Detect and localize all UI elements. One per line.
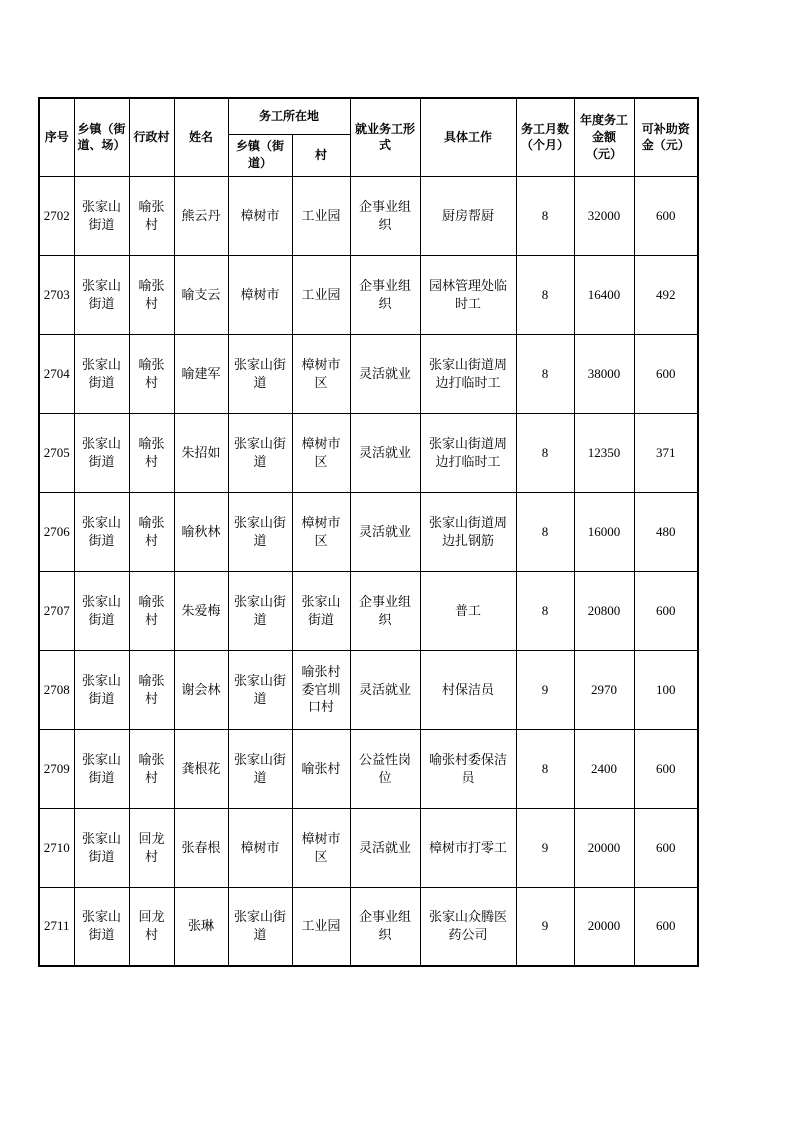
cell-admin-village: 喻张村 [129, 650, 174, 729]
cell-work-village: 樟树市区 [292, 334, 350, 413]
cell-work-village: 樟树市区 [292, 413, 350, 492]
cell-annual-amount: 12350 [574, 413, 634, 492]
cell-work-township: 张家山街道 [228, 729, 292, 808]
cell-township: 张家山街道 [74, 887, 129, 966]
cell-job: 村保洁员 [420, 650, 516, 729]
cell-index: 2709 [39, 729, 74, 808]
cell-township: 张家山街道 [74, 334, 129, 413]
cell-employment-form: 灵活就业 [350, 650, 420, 729]
cell-name: 朱招如 [174, 413, 228, 492]
cell-employment-form: 企事业组织 [350, 887, 420, 966]
cell-employment-form: 灵活就业 [350, 413, 420, 492]
cell-township: 张家山街道 [74, 571, 129, 650]
table-row [39, 255, 698, 334]
header-employment-form: 就业务工形式 [350, 98, 420, 176]
cell-subsidy: 600 [634, 887, 698, 966]
cell-index: 2711 [39, 887, 74, 966]
cell-name: 朱爱梅 [174, 571, 228, 650]
cell-months: 8 [516, 571, 574, 650]
cell-township: 张家山街道 [74, 176, 129, 255]
cell-work-village: 工业园 [292, 887, 350, 966]
cell-work-township: 张家山街道 [228, 887, 292, 966]
cell-index: 2705 [39, 413, 74, 492]
header-work-location-group: 务工所在地 [228, 98, 350, 134]
header-months: 务工月数（个月） [516, 98, 574, 176]
cell-annual-amount: 20000 [574, 808, 634, 887]
cell-months: 8 [516, 334, 574, 413]
cell-employment-form: 灵活就业 [350, 808, 420, 887]
cell-work-village: 张家山街道 [292, 571, 350, 650]
cell-work-village: 樟树市区 [292, 808, 350, 887]
cell-work-township: 樟树市 [228, 255, 292, 334]
table-row [39, 334, 698, 413]
cell-index: 2708 [39, 650, 74, 729]
cell-subsidy: 600 [634, 571, 698, 650]
cell-job: 厨房帮厨 [420, 176, 516, 255]
header-job: 具体工作 [420, 98, 516, 176]
table-row [39, 650, 698, 729]
table-row [39, 176, 698, 255]
cell-work-township: 张家山街道 [228, 571, 292, 650]
header-index: 序号 [39, 98, 74, 176]
cell-annual-amount: 38000 [574, 334, 634, 413]
header-row-top [39, 98, 698, 134]
cell-work-township: 张家山街道 [228, 413, 292, 492]
header-admin-village: 行政村 [129, 98, 174, 176]
cell-employment-form: 灵活就业 [350, 492, 420, 571]
table-row [39, 729, 698, 808]
cell-job: 喻张村委保洁员 [420, 729, 516, 808]
table-row [39, 492, 698, 571]
cell-employment-form: 企事业组织 [350, 176, 420, 255]
cell-job: 园林管理处临时工 [420, 255, 516, 334]
cell-work-township: 张家山街道 [228, 334, 292, 413]
cell-admin-village: 回龙村 [129, 887, 174, 966]
cell-employment-form: 公益性岗位 [350, 729, 420, 808]
cell-admin-village: 喻张村 [129, 571, 174, 650]
cell-township: 张家山街道 [74, 255, 129, 334]
cell-index: 2707 [39, 571, 74, 650]
cell-name: 喻支云 [174, 255, 228, 334]
cell-work-village: 樟树市区 [292, 492, 350, 571]
cell-admin-village: 回龙村 [129, 808, 174, 887]
cell-subsidy: 480 [634, 492, 698, 571]
table-row [39, 808, 698, 887]
cell-subsidy: 600 [634, 176, 698, 255]
cell-subsidy: 600 [634, 808, 698, 887]
cell-months: 8 [516, 255, 574, 334]
cell-work-village: 工业园 [292, 255, 350, 334]
cell-job: 张家山街道周边打临时工 [420, 413, 516, 492]
table-row [39, 413, 698, 492]
cell-index: 2702 [39, 176, 74, 255]
cell-name: 熊云丹 [174, 176, 228, 255]
cell-annual-amount: 16000 [574, 492, 634, 571]
cell-admin-village: 喻张村 [129, 255, 174, 334]
cell-index: 2703 [39, 255, 74, 334]
cell-work-township: 樟树市 [228, 808, 292, 887]
cell-index: 2706 [39, 492, 74, 571]
cell-township: 张家山街道 [74, 413, 129, 492]
cell-name: 张春根 [174, 808, 228, 887]
cell-index: 2704 [39, 334, 74, 413]
cell-work-village: 工业园 [292, 176, 350, 255]
cell-job: 张家山众腾医药公司 [420, 887, 516, 966]
cell-name: 喻建军 [174, 334, 228, 413]
header-work-village: 村 [292, 134, 350, 176]
cell-work-township: 张家山街道 [228, 492, 292, 571]
cell-subsidy: 492 [634, 255, 698, 334]
cell-subsidy: 600 [634, 334, 698, 413]
cell-employment-form: 灵活就业 [350, 334, 420, 413]
cell-job: 普工 [420, 571, 516, 650]
header-township: 乡镇（街道、场） [74, 98, 129, 176]
cell-months: 8 [516, 413, 574, 492]
cell-subsidy: 371 [634, 413, 698, 492]
cell-months: 8 [516, 176, 574, 255]
cell-township: 张家山街道 [74, 650, 129, 729]
cell-work-village: 喻张村委官圳口村 [292, 650, 350, 729]
cell-subsidy: 600 [634, 729, 698, 808]
header-subsidy: 可补助资金（元） [634, 98, 698, 176]
cell-annual-amount: 2400 [574, 729, 634, 808]
cell-index: 2710 [39, 808, 74, 887]
cell-annual-amount: 2970 [574, 650, 634, 729]
cell-admin-village: 喻张村 [129, 492, 174, 571]
cell-subsidy: 100 [634, 650, 698, 729]
cell-employment-form: 企事业组织 [350, 571, 420, 650]
table-body [39, 176, 698, 966]
cell-annual-amount: 32000 [574, 176, 634, 255]
cell-name: 喻秋林 [174, 492, 228, 571]
cell-name: 张琳 [174, 887, 228, 966]
cell-annual-amount: 20000 [574, 887, 634, 966]
header-name: 姓名 [174, 98, 228, 176]
cell-township: 张家山街道 [74, 808, 129, 887]
cell-admin-village: 喻张村 [129, 413, 174, 492]
cell-admin-village: 喻张村 [129, 729, 174, 808]
cell-annual-amount: 16400 [574, 255, 634, 334]
table-header [39, 98, 698, 176]
cell-months: 8 [516, 729, 574, 808]
header-work-township: 乡镇（街道） [228, 134, 292, 176]
table-row [39, 887, 698, 966]
cell-work-township: 张家山街道 [228, 650, 292, 729]
cell-admin-village: 喻张村 [129, 176, 174, 255]
cell-township: 张家山街道 [74, 492, 129, 571]
cell-township: 张家山街道 [74, 729, 129, 808]
table-row [39, 571, 698, 650]
cell-months: 9 [516, 808, 574, 887]
cell-months: 8 [516, 492, 574, 571]
cell-job: 张家山街道周边打临时工 [420, 334, 516, 413]
cell-work-village: 喻张村 [292, 729, 350, 808]
cell-admin-village: 喻张村 [129, 334, 174, 413]
cell-name: 谢会林 [174, 650, 228, 729]
cell-months: 9 [516, 887, 574, 966]
cell-job: 樟树市打零工 [420, 808, 516, 887]
labor-subsidy-table [38, 97, 699, 967]
cell-work-township: 樟树市 [228, 176, 292, 255]
cell-name: 龚根花 [174, 729, 228, 808]
cell-job: 张家山街道周边扎钢筋 [420, 492, 516, 571]
header-annual-amount: 年度务工金额（元） [574, 98, 634, 176]
cell-employment-form: 企事业组织 [350, 255, 420, 334]
cell-months: 9 [516, 650, 574, 729]
cell-annual-amount: 20800 [574, 571, 634, 650]
